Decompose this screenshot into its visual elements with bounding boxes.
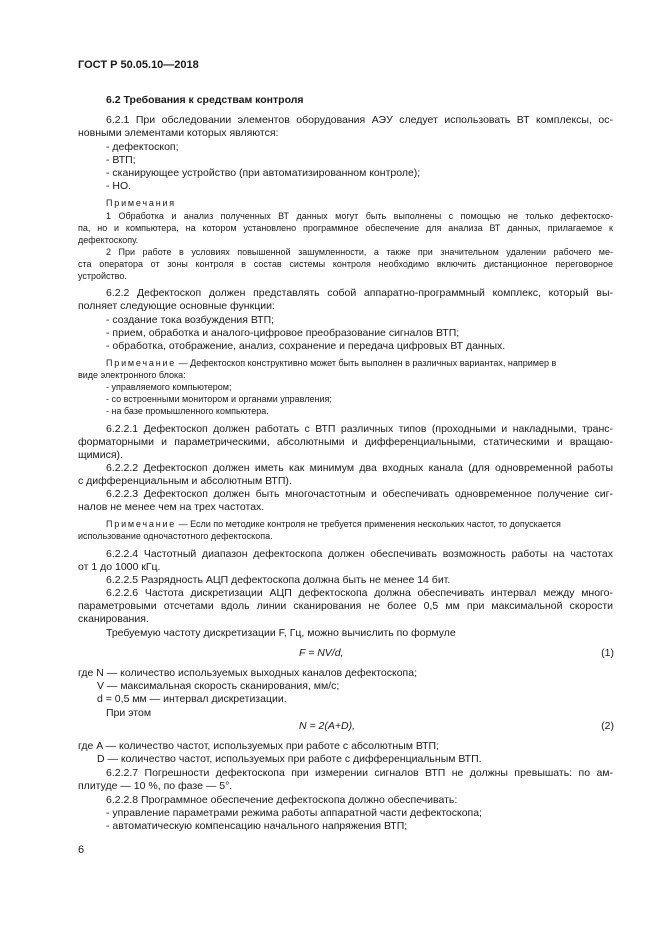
where-line: где N — количество используемых выходных каналов дефектоскопа;	[78, 667, 417, 679]
paragraph-6-2-2-1-line3: щимися).	[78, 449, 123, 461]
equation-2: N = 2(A+D),	[299, 720, 356, 732]
list-item: - автоматическую компенсацию начального напряжения ВТП;	[106, 820, 408, 832]
paragraph-6-2-2-line2: полняет следующие основные функции:	[78, 300, 275, 312]
paragraph-6-2-2-4-line2: от 1 до 1000 кГц.	[78, 561, 161, 573]
paragraph-6-2-2-5: 6.2.2.5 Разрядность АЦП дефектоскопа должна быть не менее 14 бит.	[106, 574, 451, 586]
paragraph-6-2-2-4-line1: 6.2.2.4 Частотный диапазон дефектоскопа должен обеспечивать возможность работы на частотах	[106, 548, 613, 560]
paragraph-6-2-2-2-line2: с дифференциальным и абсолютным ВТП).	[78, 475, 292, 487]
where-line: где A — количество частот, используемых при работе с абсолютным ВТП;	[78, 740, 440, 752]
list-item: - ВТП;	[106, 154, 136, 166]
list-item: - управление параметрами режима работы аппаратной части дефектоскопа;	[106, 807, 482, 819]
note-line: устройство.	[78, 271, 127, 281]
paragraph-6-2-2-7-line1: 6.2.2.7 Погрешности дефектоскопа при измерении сигналов ВТП не должны превышать: по ам-	[106, 767, 613, 779]
page-number: 6	[78, 844, 85, 856]
list-item: - управляемого компьютером;	[106, 382, 232, 392]
at-this-text: При этом	[106, 707, 152, 719]
list-item: - сканирующее устройство (при автоматизированном контроле);	[106, 167, 421, 179]
list-item: - прием, обработка и аналого-цифровое преобразование сигналов ВТП;	[106, 327, 460, 339]
paragraph-6-2-2-7-line2: плитуде — 10 %, по фазе — 5°.	[78, 780, 233, 792]
note-line: ста оператора от зоны контроля в состав системы контроля необходимо включить дистанционное переговорное	[78, 259, 613, 269]
note-text: — Дефектоскоп конструктивно может быть выполнен в различных вариантах, например в	[176, 358, 557, 368]
where-line: V — максимальная скорость сканирования, мм/с;	[97, 680, 340, 692]
list-item: - обработка, отображение, анализ, сохранение и передача цифровых ВТ данных.	[106, 340, 506, 352]
note-line	[106, 357, 556, 369]
document-header: ГОСТ Р 50.05.10—2018	[78, 59, 199, 71]
paragraph-6-2-2-3-line2: налов не менее чем на трех частотах.	[78, 501, 265, 513]
paragraph-6-2-2-2-line1: 6.2.2.2 Дефектоскоп должен иметь как минимум два входных канала (для одновременной работы	[106, 462, 613, 474]
section-title: 6.2 Требования к средствам контроля	[106, 94, 304, 106]
paragraph-6-2-2-3-line1: 6.2.2.3 Дефектоскоп должен быть многочастотным и обеспечивать одновременное получение сиг-	[106, 488, 613, 500]
equation-1: F = NV/d,	[299, 647, 344, 659]
list-item: - НО.	[106, 180, 132, 192]
paragraph-6-2-2-line1: 6.2.2 Дефектоскоп должен представлять собой аппаратно-программный комплекс, который вы-	[106, 287, 613, 299]
list-item: - создание тока возбуждения ВТП;	[106, 314, 275, 326]
note-line	[106, 518, 561, 530]
note-line: виде электронного блока:	[78, 370, 186, 380]
note-line: 1 Обработка и анализ полученных ВТ данных могут быть выполнены с помощью не только дефектоско-	[106, 211, 613, 221]
equation-2-number: (2)	[601, 720, 614, 732]
paragraph-6-2-2-1-line1: 6.2.2.1 Дефектоскоп должен работать с ВТП различных типов (проходными и накладными, транс-	[106, 423, 613, 435]
where-line: d = 0,5 мм — интервал дискретизации.	[97, 693, 287, 705]
note-line: па, но и компьютера, на котором установлено программное обеспечение для анализа ВТ данных, прилагаемое к	[78, 223, 613, 233]
formula-intro: Требуемую частоту дискретизации F, Гц, можно вычислить по формуле	[106, 627, 456, 639]
note-line: использование одночастотного дефектоскопа.	[78, 531, 273, 541]
paragraph-6-2-2-6-line1: 6.2.2.6 Частота дискретизации АЦП дефектоскопа должна обеспечивать интервал между много-	[106, 587, 613, 599]
paragraph-6-2-2-8: 6.2.2.8 Программное обеспечение дефектоскопа должно обеспечивать:	[106, 794, 458, 806]
where-line: D — количество частот, используемых при работе с дифференциальным ВТП.	[97, 753, 482, 765]
paragraph-6-2-1-line1: 6.2.1 При обследовании элементов оборудования АЭУ следует использовать ВТ комплексы, ос-	[106, 114, 613, 126]
paragraph-6-2-2-6-line2: параметровыми отсчетами вдоль линии сканирования не более 0,5 мм при максимальной скорости	[78, 600, 613, 612]
note-label: Примечание	[106, 358, 177, 368]
paragraph-6-2-2-6-line3: сканирования.	[78, 613, 149, 625]
note-line: дефектоскопу.	[78, 235, 139, 245]
note-line: 2 При работе в условиях повышенной зашумленности, а также при значительном удалении рабочего ме-	[106, 247, 613, 257]
note-text: — Если по методике контроля не требуется применения нескольких частот, то допускается	[176, 519, 561, 529]
list-item: - на базе промышленного компьютера.	[106, 406, 269, 416]
note-label: Примечания	[106, 198, 176, 208]
note-label: Примечание	[106, 519, 177, 529]
list-item: - со встроенными монитором и органами управления;	[106, 394, 332, 404]
equation-1-number: (1)	[601, 647, 614, 659]
paragraph-6-2-1-line2: новными элементами которых являются:	[78, 127, 279, 139]
paragraph-6-2-2-1-line2: форматорными и параметрическими, абсолютными и дифференциальными, статическими и вращаю-	[78, 436, 613, 448]
list-item: - дефектоскоп;	[106, 141, 179, 153]
